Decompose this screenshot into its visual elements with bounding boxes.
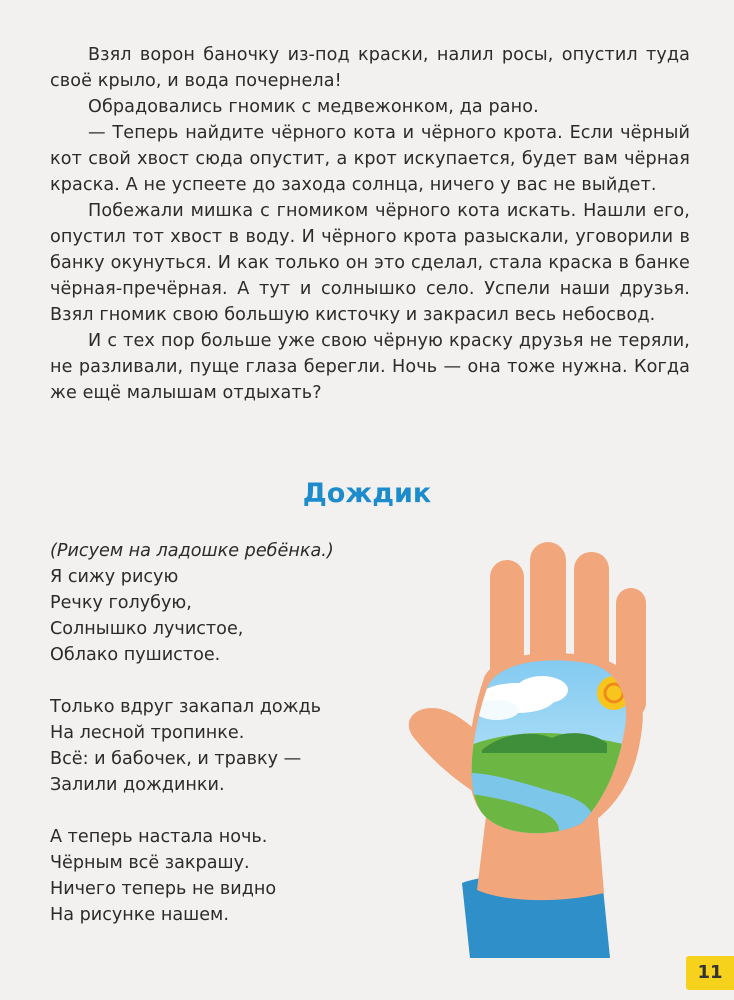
- poem-line: На лесной тропинке.: [50, 723, 245, 743]
- story-paragraph: Взял ворон баночку из-под краски, налил росы, опустил туда своё крыло, и вода почернела!: [50, 45, 690, 91]
- poem-line: А теперь настала ночь.: [50, 827, 268, 847]
- poem-line: Я сижу рисую: [50, 567, 179, 587]
- poem-line: Облако пушистое.: [50, 645, 221, 665]
- story-paragraph: — Теперь найдите чёрного кота и чёрного крота. Если чёрный кот свой хвост сюда опустит, а крот искупается, будет вам чёрная краска. А не успеете до захода солнца, ничего у вас не выйдет.: [50, 123, 690, 195]
- painted-hand-illustration: [392, 538, 692, 958]
- poem-line: Речку голубую,: [50, 593, 192, 613]
- story-text: [50, 42, 690, 406]
- poem-line: Ничего теперь не видно: [50, 879, 277, 899]
- story-paragraph: Обрадовались гномик с медвежонком, да рано.: [88, 97, 539, 117]
- poem-line: Солнышко лучистое,: [50, 619, 244, 639]
- story-paragraph: И с тех пор больше уже свою чёрную краску друзья не теряли, не разливали, пуще глаза берегли. Ночь — она тоже нужна. Когда же ещё малышам отдыхать?: [50, 331, 690, 403]
- story-paragraph: Побежали мишка с гномиком чёрного кота искать. Нашли его, опустил тот хвост в воду. И чёрного крота разыскали, уговорили в банку окунуться. И как только он это сделал, стала краска в банке чёрная-пречёрная. А тут и солнышко село. Успели наши друзья. Взял гномик свою большую кисточку и закрасил весь небосвод.: [50, 201, 690, 325]
- poem-line: Залили дождинки.: [50, 775, 225, 795]
- poem-title: Дождик: [302, 478, 432, 509]
- stanza-gap: [50, 798, 410, 824]
- stanza-gap: [50, 668, 410, 694]
- poem-line: На рисунке нашем.: [50, 905, 229, 925]
- page-number: 11: [686, 956, 734, 990]
- poem: [50, 538, 410, 928]
- poem-line: Только вдруг закапал дождь: [50, 697, 322, 717]
- poem-line: Чёрным всё закрашу.: [50, 853, 250, 873]
- poem-instruction: (Рисуем на ладошке ребёнка.): [50, 541, 334, 561]
- poem-line: Всё: и бабочек, и травку —: [50, 749, 302, 769]
